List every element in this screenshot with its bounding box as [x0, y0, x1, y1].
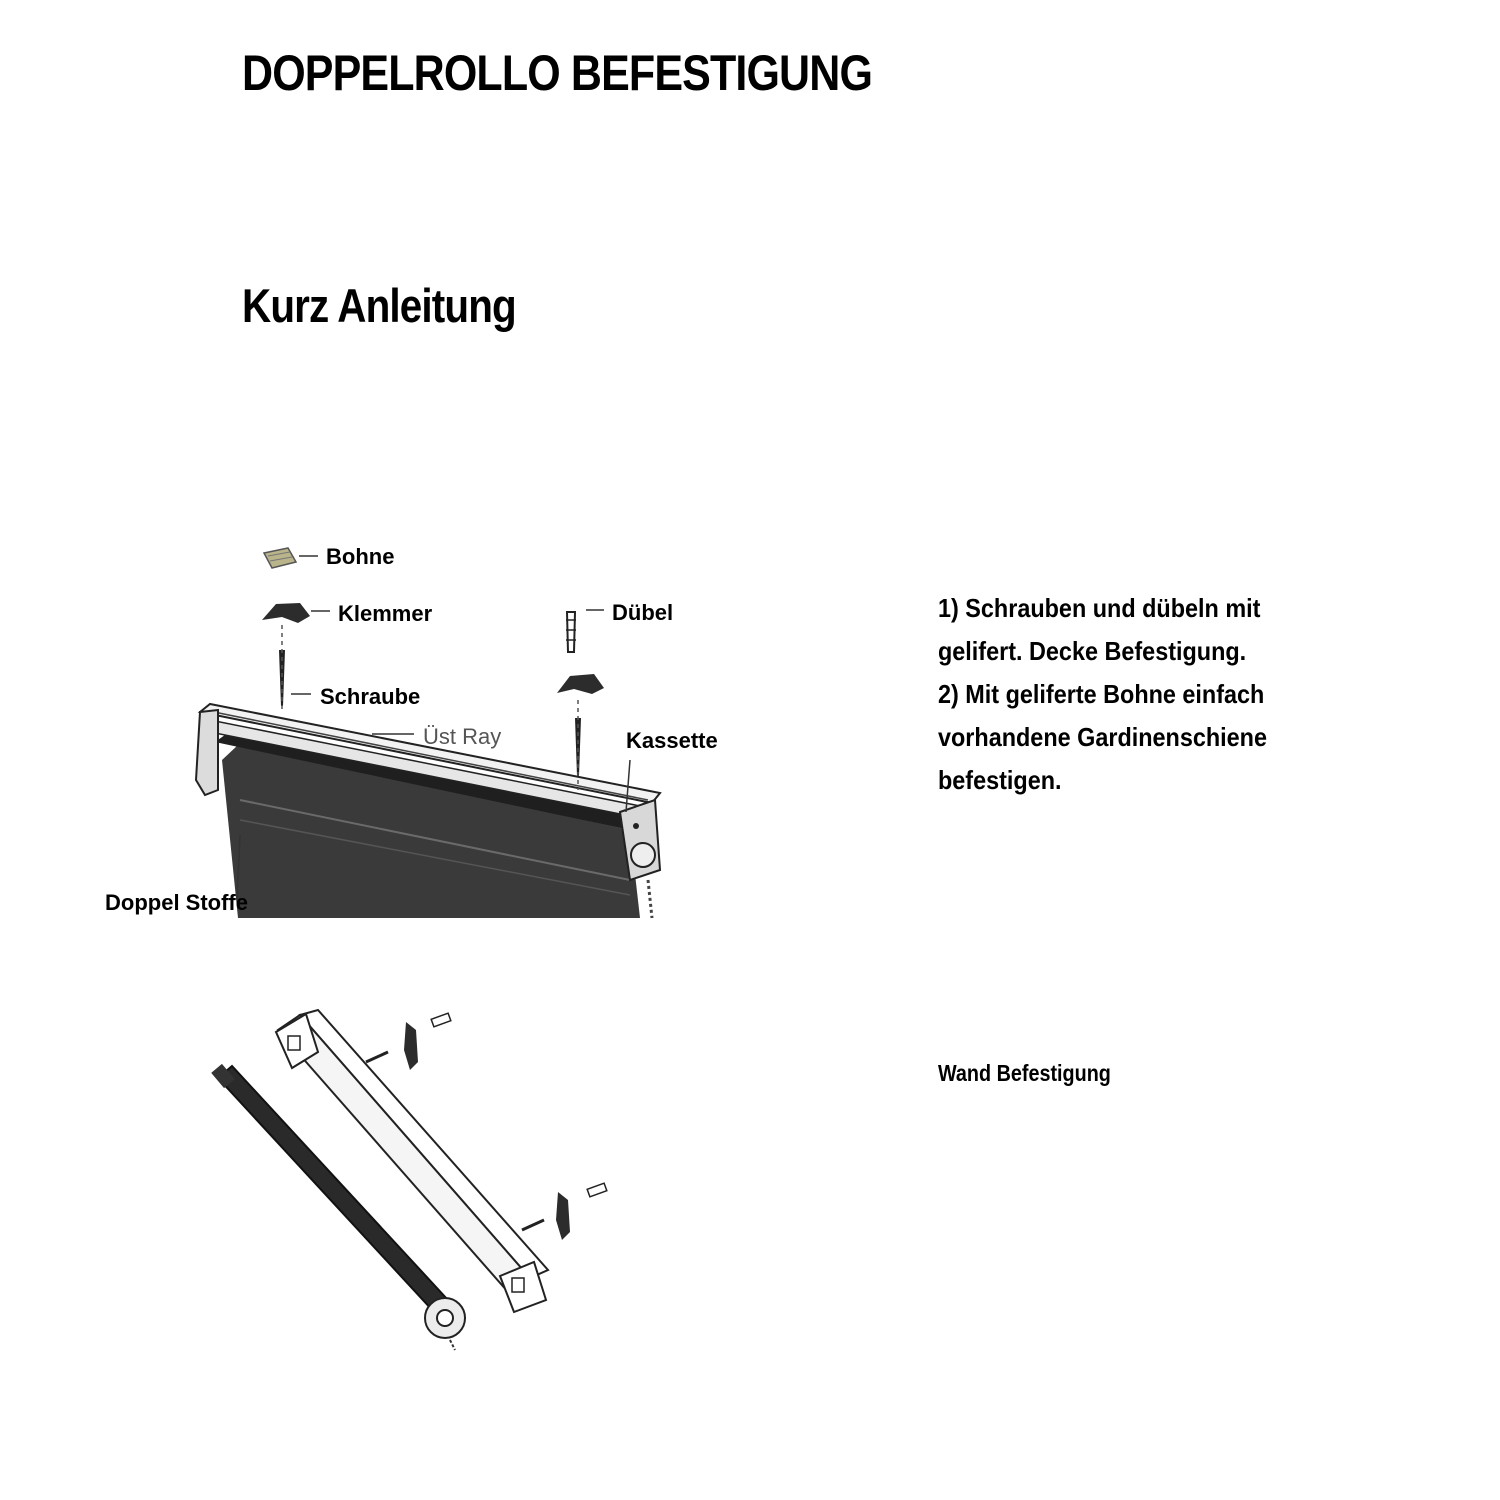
label-bohne: Bohne: [326, 544, 395, 569]
instruction-line: 2) Mit geliferte Bohne einfach: [938, 679, 1265, 709]
label-klemmer: Klemmer: [338, 601, 433, 626]
page-title: DOPPELROLLO BEFESTIGUNG: [242, 45, 873, 101]
wall-clip-top: [404, 1022, 418, 1070]
wall-dowel-top: [431, 1013, 451, 1027]
label-kassette: Kassette: [626, 728, 718, 753]
wall-cassette-profile: [300, 1010, 548, 1278]
instruction-line: gelifert. Decke Befestigung.: [938, 636, 1247, 666]
label-doppel-stoffe: Doppel Stoffe: [105, 890, 248, 915]
instructions: [938, 587, 1458, 802]
wall-roller-tube: [218, 1066, 448, 1312]
wall-roller-end-cap: [425, 1298, 465, 1350]
label-ust-ray: Üst Ray: [423, 724, 502, 749]
page-subtitle: Kurz Anleitung: [242, 279, 516, 332]
wall-dowel-bottom: [587, 1183, 607, 1197]
instruction-line: 1) Schrauben und dübeln mit: [938, 593, 1261, 623]
wall-clip-bottom: [556, 1192, 570, 1240]
wall-mount-diagram: [0, 0, 760, 1400]
wall-screw-top: [366, 1052, 388, 1062]
instruction-line: befestigen.: [938, 765, 1062, 795]
instruction-line: vorhandene Gardinenschiene: [938, 722, 1268, 752]
wall-mount-label: Wand Befestigung: [938, 1060, 1111, 1086]
label-duebel: Dübel: [612, 600, 674, 625]
wall-screw-bottom: [522, 1220, 544, 1230]
label-schraube: Schraube: [320, 684, 421, 709]
